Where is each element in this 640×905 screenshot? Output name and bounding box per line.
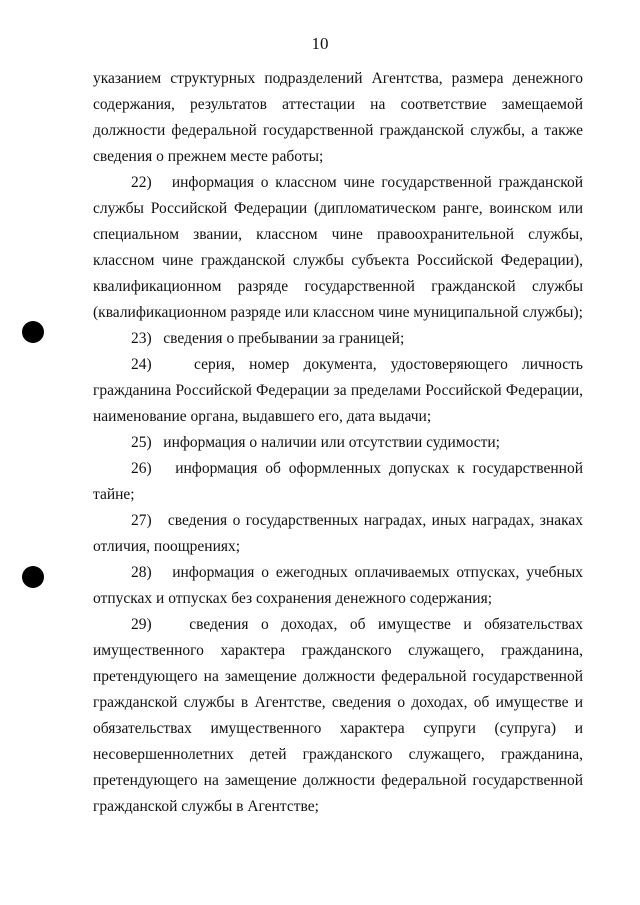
item-text: информация о наличии или отсутствии судимости; bbox=[163, 434, 500, 451]
list-item bbox=[93, 456, 583, 508]
punch-hole-mark bbox=[22, 321, 44, 343]
list-item bbox=[93, 352, 583, 430]
item-text: информация об оформленных допусках к государственной тайне; bbox=[93, 460, 584, 503]
item-text: сведения о государственных наградах, иных наградах, знаках отличия, поощрениях; bbox=[93, 512, 584, 555]
list-item bbox=[93, 560, 583, 612]
item-number: 25) bbox=[131, 434, 152, 451]
item-number: 29) bbox=[131, 616, 152, 633]
item-number: 26) bbox=[131, 460, 152, 477]
item-number: 24) bbox=[131, 356, 152, 373]
list-item bbox=[93, 612, 583, 820]
item-number: 27) bbox=[131, 512, 152, 529]
item-text: серия, номер документа, удостоверяющего личность гражданина Российской Федерации за пределами Российской Федерации, наименование органа, выдавшего его, дата выдачи; bbox=[93, 356, 583, 425]
list-item bbox=[93, 170, 583, 326]
punch-hole-mark bbox=[22, 566, 44, 588]
item-text: сведения о доходах, об имуществе и обязательствах имущественного характера гражданского служащего, гражданина, претендующего на замещение должности федеральной государственной гражданской службы в Агентстве, сведения о доходах, об имуществе и обязательствах имущественного характера супруги (супруга) и несовершеннолетних детей гражданского служащего, гражданина, претендующего на замещение должности федеральной государственной гражданской службы в Агентстве; bbox=[93, 616, 583, 815]
document-body bbox=[93, 66, 583, 820]
item-text: сведения о пребывании за границей; bbox=[163, 330, 405, 347]
continuation-paragraph: указанием структурных подразделений Агентства, размера денежного содержания, результатов аттестации на соответствие замещаемой должности федеральной государственной гражданской службы, а также сведения о прежнем месте работы; bbox=[93, 70, 583, 165]
item-text: информация о классном чине государственной гражданской службы Российской Федерации (дипломатическом ранге, воинском или специальном звании, классном чине правоохранительной службы, классном чине гражданской службы субъекта Российской Федерации), квалификационном разряде государственной гражданской службы (квалификационном разряде или классном чине муниципальной службы); bbox=[93, 174, 583, 321]
item-number: 22) bbox=[131, 174, 152, 191]
list-item bbox=[93, 430, 583, 456]
list-item bbox=[93, 508, 583, 560]
item-number: 23) bbox=[131, 330, 152, 347]
item-text: информация о ежегодных оплачиваемых отпусках, учебных отпусках и отпусках без сохранения денежного содержания; bbox=[93, 564, 584, 607]
list-item bbox=[93, 326, 583, 352]
page-number: 10 bbox=[311, 34, 329, 53]
item-number: 28) bbox=[131, 564, 152, 581]
